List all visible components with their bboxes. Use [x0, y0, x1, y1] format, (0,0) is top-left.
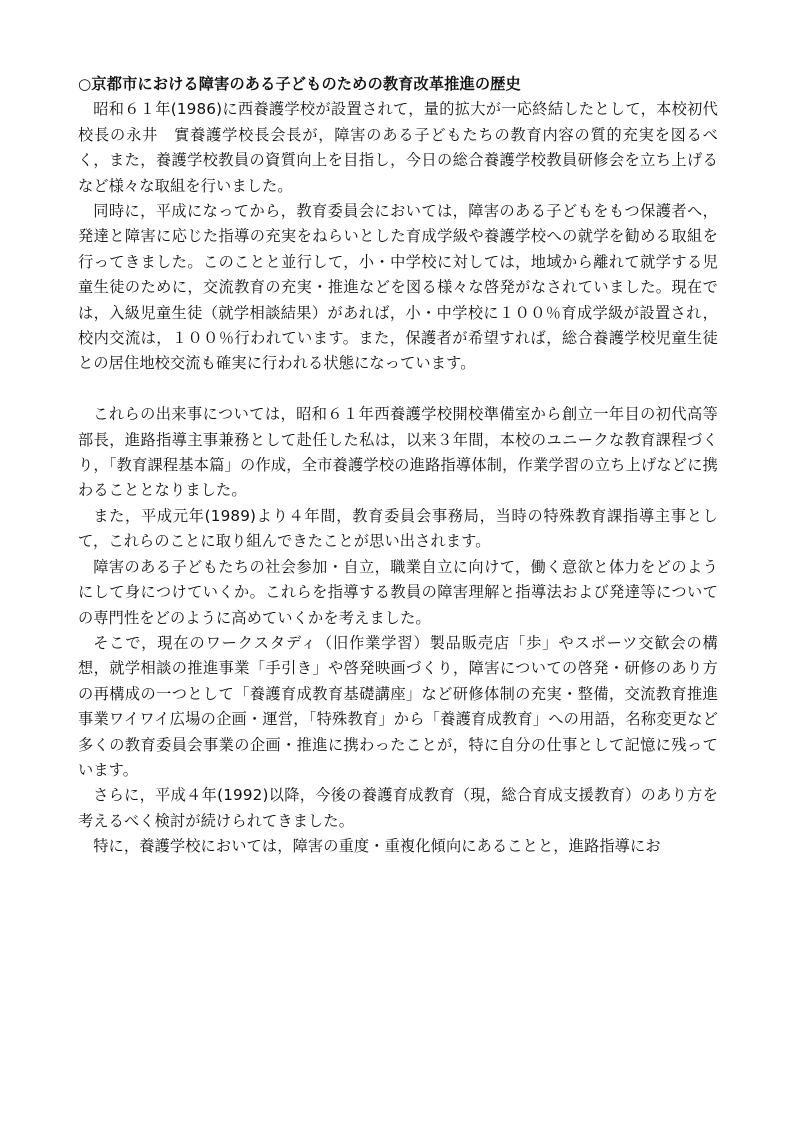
paragraph-3: これらの出来事については，昭和６１年西養護学校開校準備室から創立一年目の初代高等部長，進路指導主事兼務として赴任した私は，以来３年間，本校のユニークな教育課程づくり，「教育課程基本篇」の作成，全市養護学校の進路指導体制，作業学習の立ち上げなどに携わることとなりました。 [78, 405, 718, 500]
paragraph-1: 昭和６１年(1986)に西養護学校が設置されて，量的拡大が一応終結したとして，本校初代校長の永井 實養護学校長会長が，障害のある子どもたちの教育内容の質的充実を図るべく，また，養護学校教員の資質向上を目指し，今日の総合養護学校教員研修会を立ち上げるなど様々な取組を行いました。 [78, 100, 718, 195]
paragraph-7: さらに，平成４年(1992)以降，今後の養護育成教育（現，総合育成支援教育）のあり方を考えるべく検討が続けられてきました。 [78, 786, 718, 830]
paragraph-2: 同時に，平成になってから，教育委員会においては，障害のある子どもをもつ保護者へ，発達と障害に応じた指導の充実をねらいとした育成学級や養護学校への就学を勧める取組を行ってきました。このことと並行して，小・中学校に対しては，地域から離れて就学する児童生徒のために，交流教育の充実・推進などを図る様々な啓発がなされていました。現在では，入級児童生徒（就学相談結果）があれば，小・中学校に１００％育成学級が設置され，校内交流は，１００％行われています。また，保護者が希望すれば，総合養護学校児童生徒との居住地校交流も確実に行われる状態になっています。 [78, 202, 718, 373]
document-title: ○京都市における障害のある子どものための教育改革推進の歴史 [78, 75, 521, 93]
paragraph-6: そこで，現在のワークスタディ（旧作業学習）製品販売店「歩」やスポーツ交歓会の構想，就学相談の推進事業「手引き」や啓発映画づくり，障害についての啓発・研修のあり方の再構成の一つとして「養護育成教育基礎講座」など研修体制の充実・整備，交流教育推進事業ワイワイ広場の企画・運営，「特殊教育」から「養護育成教育」への用語，名称変更など多くの教育委員会事業の企画・推進に携わったことが，特に自分の仕事として記憶に残っています。 [78, 633, 718, 779]
paragraph-8: 特に，養護学校においては，障害の重度・重複化傾向にあることと，進路指導にお [93, 837, 661, 856]
paragraph-5: 障害のある子どもたちの社会参加・自立，職業自立に向けて，働く意欲と体力をどのようにして身につけていくか。これらを指導する教員の障害理解と指導法および発達等についての専門性をどのように高めていくかを考えました。 [78, 557, 718, 627]
blank-line [78, 377, 718, 402]
paragraph-4: また，平成元年(1989)より４年間，教育委員会事務局，当時の特殊教育課指導主事として，これらのことに取り組んできたことが思い出されます。 [78, 506, 718, 551]
document-page [78, 72, 718, 860]
